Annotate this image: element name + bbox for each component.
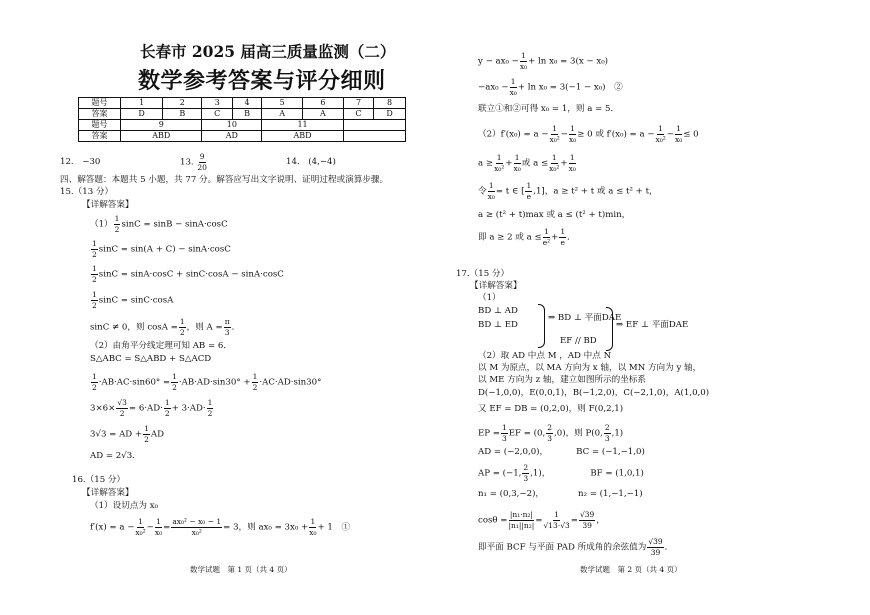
table-row: 题号 9 10 11 (79, 120, 406, 131)
math-line: sinC ≠ 0，则 cosA = $\frac{1}{2}$ ，则 A = $\frac{\pi}{3}$ ． (90, 317, 241, 337)
question-heading: 17.（15 分） (456, 269, 510, 279)
math-line: 3×6× $\frac{√3}{2}$ = 6·AD· $\frac{1}{2}$ + 3·AD· $\frac{1}{2}$ (90, 398, 213, 418)
page-footer: 数学试题 第 2 页（共 4 页） (580, 565, 682, 574)
math-line: 以 ME 方向为 z 轴，建立如图所示的坐标系 (478, 375, 647, 385)
math-line: D(−1,0,0)，E(0,0,1)，B(−1,2,0)，C(−2,1,0)，A(1,0,0) (478, 388, 710, 398)
math-line: （2）取 AD 中点 M ，AD 中点 N (478, 351, 612, 361)
math-line: ⇒ EF ⊥ 平面DAE (616, 320, 689, 330)
math-line: 令 $\frac{1}{\text{x₀}}$ = t ∈ [ $\frac{1}{e}$ ,1]，a ≥ t² + t 或 a ≤ t² + t， (478, 181, 658, 201)
table-row: 答案 ABD AD ABD (79, 131, 406, 142)
math-line: n₁ = (0,3,−2)， n₂ = (1,−1,−1) (478, 489, 643, 499)
math-line: （1）设切点为 x₀ (90, 501, 159, 511)
math-line: 以 M 为原点，以 MA 方向为 x 轴，以 MN 方向为 y 轴， (478, 363, 702, 373)
exam-title: 长春市 2025 届高三质量监测（二） (140, 42, 396, 61)
math-line: $\frac{1}{2}$ sinC = sinC·cosA (92, 290, 174, 310)
detail-label: 【详解答案】 (82, 200, 134, 210)
question-heading: 16.（15 分） (72, 475, 126, 485)
math-line: ⇒ BD ⊥ 平面DAE (548, 313, 622, 323)
math-line: BD ⊥ AD (478, 306, 518, 316)
math-line: （2）f′(x₀) = a − $\frac{1}{\text{x₀²}}$ − $\frac{1}{\text{x₀}}$ ≥ 0 或 f′(x₀) = a − $\frac{1}{\text{x₀²}}$ − $\frac{1}{\text{x₀}}$ ≤ 0 (478, 124, 699, 144)
math-line: （1） $\frac{1}{2}$ sinC = sinB − sinA·cosC (90, 214, 228, 234)
math-line: 又 EF = DB = (0,2,0)，则 F(0,2,1) (478, 404, 624, 414)
math-line: AD = 2√3． (90, 451, 141, 461)
answer-table (78, 97, 406, 142)
table-row: 答案 D B C B A A C D (79, 109, 406, 120)
page-footer: 数学试题 第 1 页（共 4 页） (190, 565, 292, 574)
question-heading: 15.（13 分） (60, 187, 114, 197)
math-line: $\frac{1}{2}$ sinC = sin(A + C) − sinA·cosC (92, 239, 231, 259)
math-line: a ≥ $\frac{1}{\text{x₀²}}$ + $\frac{1}{\text{x₀}}$ 或 a ≤ $\frac{1}{\text{x₀²}}$ + $\frac{1}{\text{x₀}}$ (478, 153, 576, 173)
answer-q12: 12. −30 (60, 157, 101, 167)
math-line: AD = (−2,0,0)， BC = (−1,−1,0) (478, 447, 645, 457)
math-line: $\frac{1}{2}$ sinC = sinA·cosC + sinC·cosA − sinA·cosC (92, 264, 284, 284)
table-row: 题号 1 2 3 4 5 6 7 8 (79, 98, 406, 109)
math-line: −ax₀ − $\frac{1}{\text{x₀}}$ + ln x₀ = 3(−1 − x₀) ② (478, 77, 623, 97)
section-heading: 四、解答题：本题共 5 小题，共 77 分。解答应写出文字说明、证明过程或演算步骤。 (60, 175, 389, 185)
answer-q14: 14. (4,−4) (286, 157, 336, 167)
answer-q13: 13. $\frac{9}{20}$ (180, 152, 207, 172)
math-line: BD ⊥ ED (478, 320, 518, 330)
math-line: 即平面 BCF 与平面 PAD 所成角的余弦值为 $\frac{√39}{39}$ ． (478, 537, 674, 557)
exam-subtitle: 数学参考答案与评分细则 (138, 68, 386, 94)
math-line: f′(x) = a − $\frac{1}{\text{x₀²}}$ − $\frac{1}{\text{x₀}}$ = $\frac{\text{ax₀² − x₀ − 1}}{\text{x₀²}}$ = 3，则 ax₀ = 3x₀ + $\frac{1}{\text{x₀}}$ + 1 ① (90, 517, 351, 537)
math-line: 联立①和②可得 x₀ = 1，则 a = 5． (478, 104, 620, 114)
math-line: （1） (478, 293, 501, 303)
math-line: （2）由角平分线定理可知 AB = 6． (90, 341, 232, 351)
math-line: 3√3 = AD + $\frac{1}{2}$ AD (90, 424, 164, 444)
brace (606, 307, 613, 351)
detail-label: 【详解答案】 (470, 281, 522, 291)
math-line: a ≥ (t² + t)max 或 a ≤ (t² + t)min， (478, 210, 631, 220)
math-line: EF // BD (560, 336, 597, 346)
math-line: $\frac{1}{2}$ ·AB·AC·sin60° = $\frac{1}{2}$ ·AB·AD·sin30° + $\frac{1}{2}$ ·AC·AD·sin30° (92, 372, 322, 392)
math-line: y − ax₀ − $\frac{1}{\text{x₀}}$ + ln x₀ = 3(x − x₀) (478, 51, 609, 71)
math-line: 即 a ≥ 2 或 a ≤ $\frac{1}{\text{e²}}$ + $\frac{1}{e}$ ． (478, 227, 576, 247)
fraction: $\frac{9}{20}$ (197, 152, 207, 172)
math-line: EP = $\frac{1}{3}$ EF = (0, $\frac{2}{3}$ ,0)，则 P(0, $\frac{2}{3}$ ,1) (478, 423, 624, 443)
math-line: S△ABC = S△ABD + S△ACD (90, 354, 212, 364)
detail-label: 【详解答案】 (82, 488, 134, 498)
math-line: cosθ = $\frac{\text{|n₁·n₂|}}{\text{|n₁||n₂|}}$ = $\frac{1}{√13\cdot√3}$ = $\frac{√39}{39}$ ， (478, 510, 605, 530)
brace (538, 304, 545, 348)
math-line: AP = (−1, $\frac{2}{3}$ ,1)， BF = (1,0,1) (478, 463, 644, 483)
